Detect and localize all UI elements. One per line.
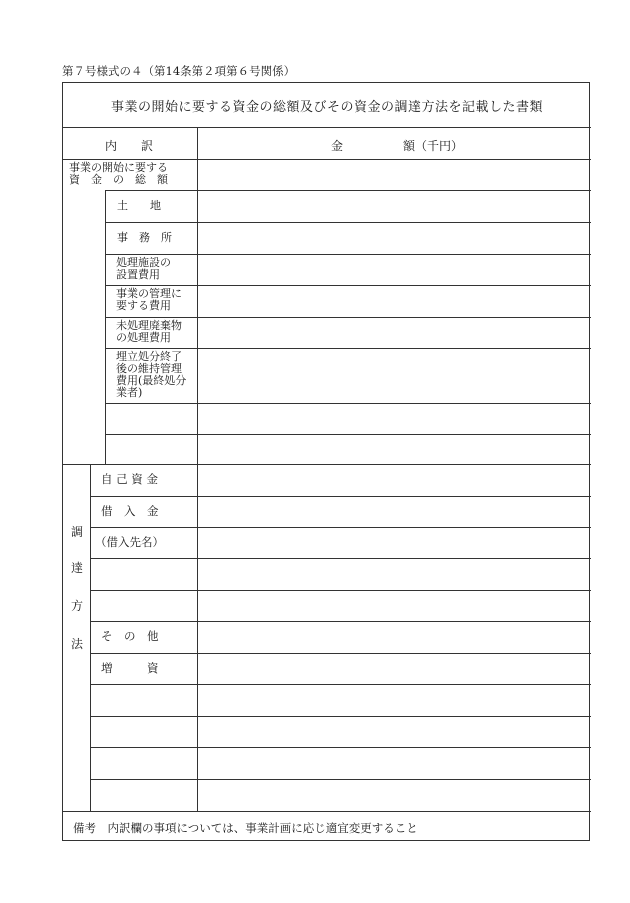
amount-input-cell[interactable] (198, 780, 590, 811)
amount-input-cell[interactable] (198, 404, 590, 434)
amount-input-cell[interactable] (198, 191, 590, 222)
amount-input-cell[interactable] (198, 654, 590, 684)
amount-input-cell[interactable] (198, 559, 590, 590)
sub-column-divider (90, 464, 91, 811)
procurement-label-char: 調 (71, 525, 84, 539)
divider (63, 127, 591, 128)
funding-total-label: 事業の開始に要する 資 金 の 総 額 (69, 161, 168, 186)
procurement-row-label: 増 資 (101, 660, 159, 675)
funding-item-label: 土 地 (117, 199, 161, 212)
amount-input-cell[interactable] (198, 318, 590, 348)
procurement-row-label: 借 入 金 (101, 503, 159, 518)
procurement-row-label: そ の 他 (101, 629, 159, 643)
procurement-label-char: 方 (71, 599, 84, 613)
funding-item-label: 事 務 所 (117, 231, 172, 244)
funding-item-label: 未処理廃棄物 の処理費用 (116, 319, 182, 344)
amount-input-cell[interactable] (198, 465, 590, 496)
procurement-row-label: 自 己 資 金 (101, 472, 158, 486)
header-breakdown: 内 訳 (105, 139, 154, 153)
amount-input-cell[interactable] (198, 255, 590, 285)
amount-input-cell[interactable] (198, 497, 590, 527)
funding-item-label: 事業の管理に 要する費用 (116, 287, 182, 312)
procurement-label-char: 達 (71, 561, 84, 575)
sub-column-divider (105, 190, 106, 464)
total-amount-cell[interactable] (198, 160, 590, 190)
form-reference: 第７号様式の４（第14条第２項第６号関係） (62, 64, 296, 78)
remarks: 備考 内訳欄の事項については、事業計画に応じ適宜変更すること (73, 821, 418, 835)
funding-item-label: 埋立処分終了 後の維持管理 費用(最終処分 業者) (116, 350, 187, 399)
amount-input-cell[interactable] (198, 685, 590, 716)
form-title: 事業の開始に要する資金の総額及びその資金の調達方法を記載した書類 (110, 99, 543, 115)
header-amount: 金 額（千円） (331, 139, 464, 153)
amount-input-cell[interactable] (198, 286, 590, 317)
funding-item-label: 処理施設の 設置費用 (116, 256, 171, 281)
amount-input-cell[interactable] (198, 223, 590, 254)
procurement-label-char: 法 (71, 637, 84, 651)
amount-input-cell[interactable] (198, 591, 590, 621)
amount-input-cell[interactable] (198, 717, 590, 747)
amount-input-cell[interactable] (198, 528, 590, 558)
amount-input-cell[interactable] (198, 748, 590, 779)
amount-input-cell[interactable] (198, 435, 590, 464)
amount-input-cell[interactable] (198, 622, 590, 653)
amount-input-cell[interactable] (198, 349, 590, 403)
financing-form-table (62, 82, 590, 841)
divider (63, 811, 591, 812)
procurement-row-label: （借入先名） (95, 534, 164, 549)
